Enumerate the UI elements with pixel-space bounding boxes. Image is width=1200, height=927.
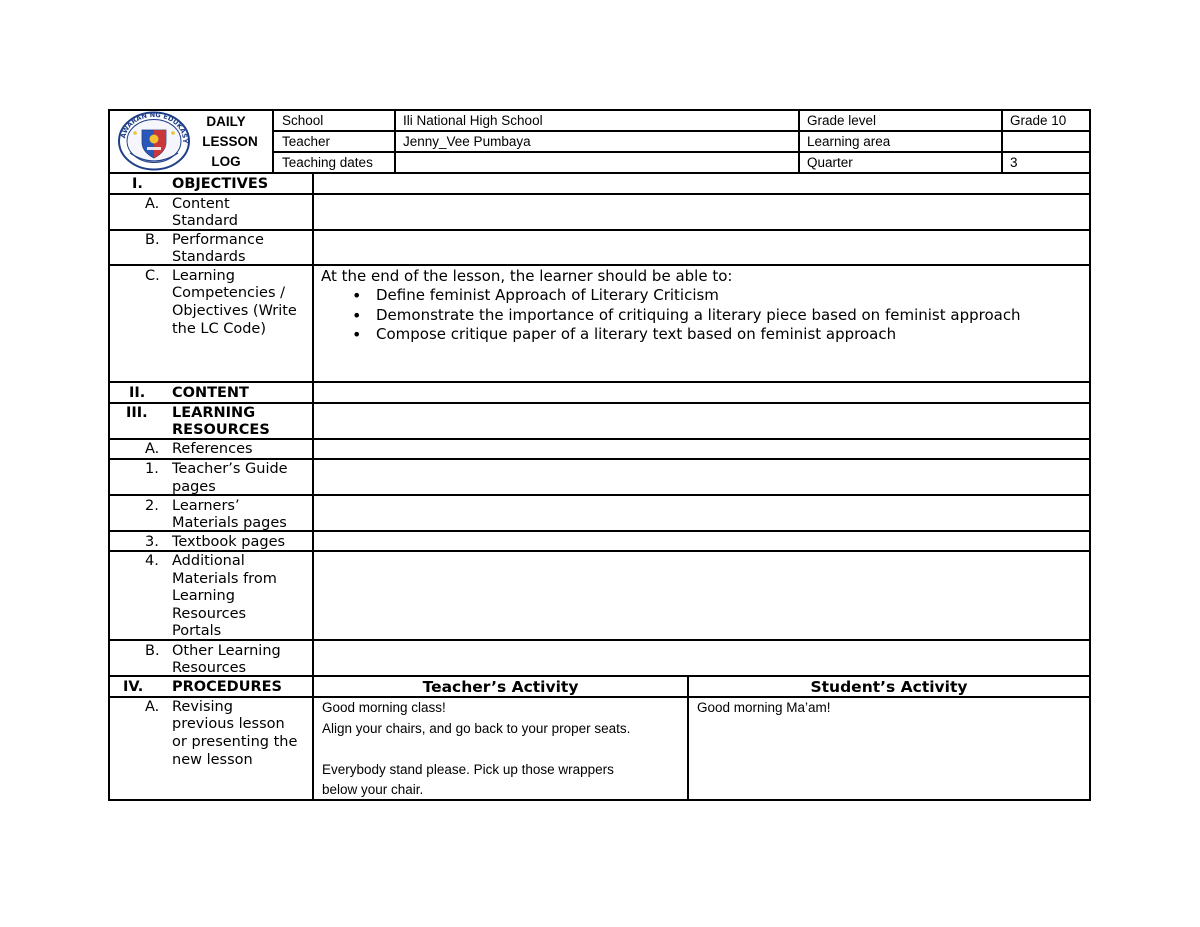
additional-materials-label-4: Resources — [172, 606, 247, 622]
rule — [108, 264, 1091, 266]
revising-num: A. — [145, 699, 160, 715]
textbook-num: 3. — [145, 534, 159, 550]
student-activity-header: Student’s Activity — [810, 678, 968, 696]
additional-materials-label-3: Learning — [172, 588, 235, 604]
revising-label-3: or presenting the — [172, 734, 298, 750]
learners-materials-num: 2. — [145, 498, 159, 514]
teacher-activity-line-2: Align your chairs, and go back to your proper seats. — [322, 721, 631, 736]
procedures-num: IV. — [123, 679, 144, 695]
content-title: CONTENT — [172, 385, 249, 401]
content-num: II. — [129, 385, 146, 401]
learners-materials-label-1: Learners’ — [172, 498, 240, 514]
rule — [108, 696, 1091, 698]
revising-label-4: new lesson — [172, 752, 253, 768]
learning-resources-title-1: LEARNING — [172, 405, 256, 421]
rule — [108, 639, 1091, 641]
content-standard-label-1: Content — [172, 196, 230, 212]
textbook-label: Textbook pages — [172, 534, 286, 550]
other-resources-label-2: Resources — [172, 660, 247, 676]
learners-materials-label-2: Materials pages — [172, 515, 287, 531]
objectives-num: I. — [132, 176, 143, 192]
teacher-activity-line-1: Good morning class! — [322, 700, 446, 715]
performance-standards-label-1: Performance — [172, 232, 264, 248]
learning-competencies-label-3: Objectives (Write — [172, 303, 297, 319]
rule — [108, 494, 1091, 496]
objectives-intro: At the end of the lesson, the learner should be able to: — [321, 267, 733, 285]
objectives-title: OBJECTIVES — [172, 176, 269, 192]
deped-seal-logo — [116, 111, 192, 171]
additional-materials-label-5: Portals — [172, 623, 222, 639]
objectives-list — [321, 286, 1021, 345]
dll-title-log: LOG — [211, 154, 241, 169]
rule — [108, 193, 1091, 195]
learning-competencies-num: C. — [145, 268, 160, 284]
teaching-dates-label: Teaching dates — [282, 155, 373, 170]
teachers-guide-label-2: pages — [172, 479, 216, 495]
rule — [798, 109, 800, 174]
revising-label-1: Revising — [172, 699, 233, 715]
other-resources-label-1: Other Learning — [172, 643, 281, 659]
teacher-value: Jenny_Vee Pumbaya — [403, 134, 531, 149]
grade-level-label: Grade level — [807, 113, 877, 128]
student-activity-line-1: Good morning Ma’am! — [697, 700, 831, 715]
teachers-guide-num: 1. — [145, 461, 159, 477]
dll-title-daily: DAILY — [206, 114, 246, 129]
learning-competencies-label-1: Learning — [172, 268, 235, 284]
learning-competencies-label-2: Competencies / — [172, 285, 286, 301]
other-resources-num: B. — [145, 643, 160, 659]
rule — [108, 381, 1091, 383]
additional-materials-label-1: Additional — [172, 553, 245, 569]
rule — [312, 172, 314, 801]
grade-level-value: Grade 10 — [1010, 113, 1067, 128]
performance-standards-num: B. — [145, 232, 160, 248]
school-value: Ili National High School — [403, 113, 543, 128]
performance-standards-label-2: Standards — [172, 249, 246, 265]
objective-item: • Define feminist Approach of Literary Criticism — [321, 286, 1021, 306]
rule — [108, 172, 1091, 174]
rule — [108, 799, 1091, 801]
rule — [1001, 109, 1003, 174]
rule — [394, 109, 396, 174]
rule — [108, 402, 1091, 404]
school-label: School — [282, 113, 324, 128]
dll-title-lesson: LESSON — [202, 134, 258, 149]
teachers-guide-label-1: Teacher’s Guide — [172, 461, 288, 477]
teacher-label: Teacher — [282, 134, 331, 149]
objective-item: • Compose critique paper of a literary text based on feminist approach — [321, 325, 1021, 345]
revising-label-2: previous lesson — [172, 716, 285, 732]
objective-item: • Demonstrate the importance of critiquing a literary piece based on feminist approach — [321, 306, 1021, 326]
rule — [108, 109, 1091, 111]
additional-materials-label-2: Materials from — [172, 571, 277, 587]
learning-resources-num: III. — [126, 405, 148, 421]
references-num: A. — [145, 441, 160, 457]
references-label: References — [172, 441, 253, 457]
rule — [272, 109, 274, 174]
teacher-activity-line-4: Everybody stand please. Pick up those wrappers — [322, 762, 614, 777]
teacher-activity-line-5: below your chair. — [322, 782, 424, 797]
learning-resources-title-2: RESOURCES — [172, 422, 270, 438]
procedures-title: PROCEDURES — [172, 679, 282, 695]
additional-materials-num: 4. — [145, 553, 159, 569]
learning-competencies-label-4: the LC Code) — [172, 321, 266, 337]
teacher-activity-header: Teacher’s Activity — [422, 678, 579, 696]
rule — [108, 675, 1091, 677]
quarter-label: Quarter — [807, 155, 853, 170]
content-standard-label-2: Standard — [172, 213, 238, 229]
learning-area-label: Learning area — [807, 134, 891, 149]
svg-text:KAGAWARAN NG EDUKASYON: AWARAN NG EDUKASY — [119, 111, 190, 144]
quarter-value: 3 — [1010, 155, 1018, 170]
content-standard-num: A. — [145, 196, 160, 212]
